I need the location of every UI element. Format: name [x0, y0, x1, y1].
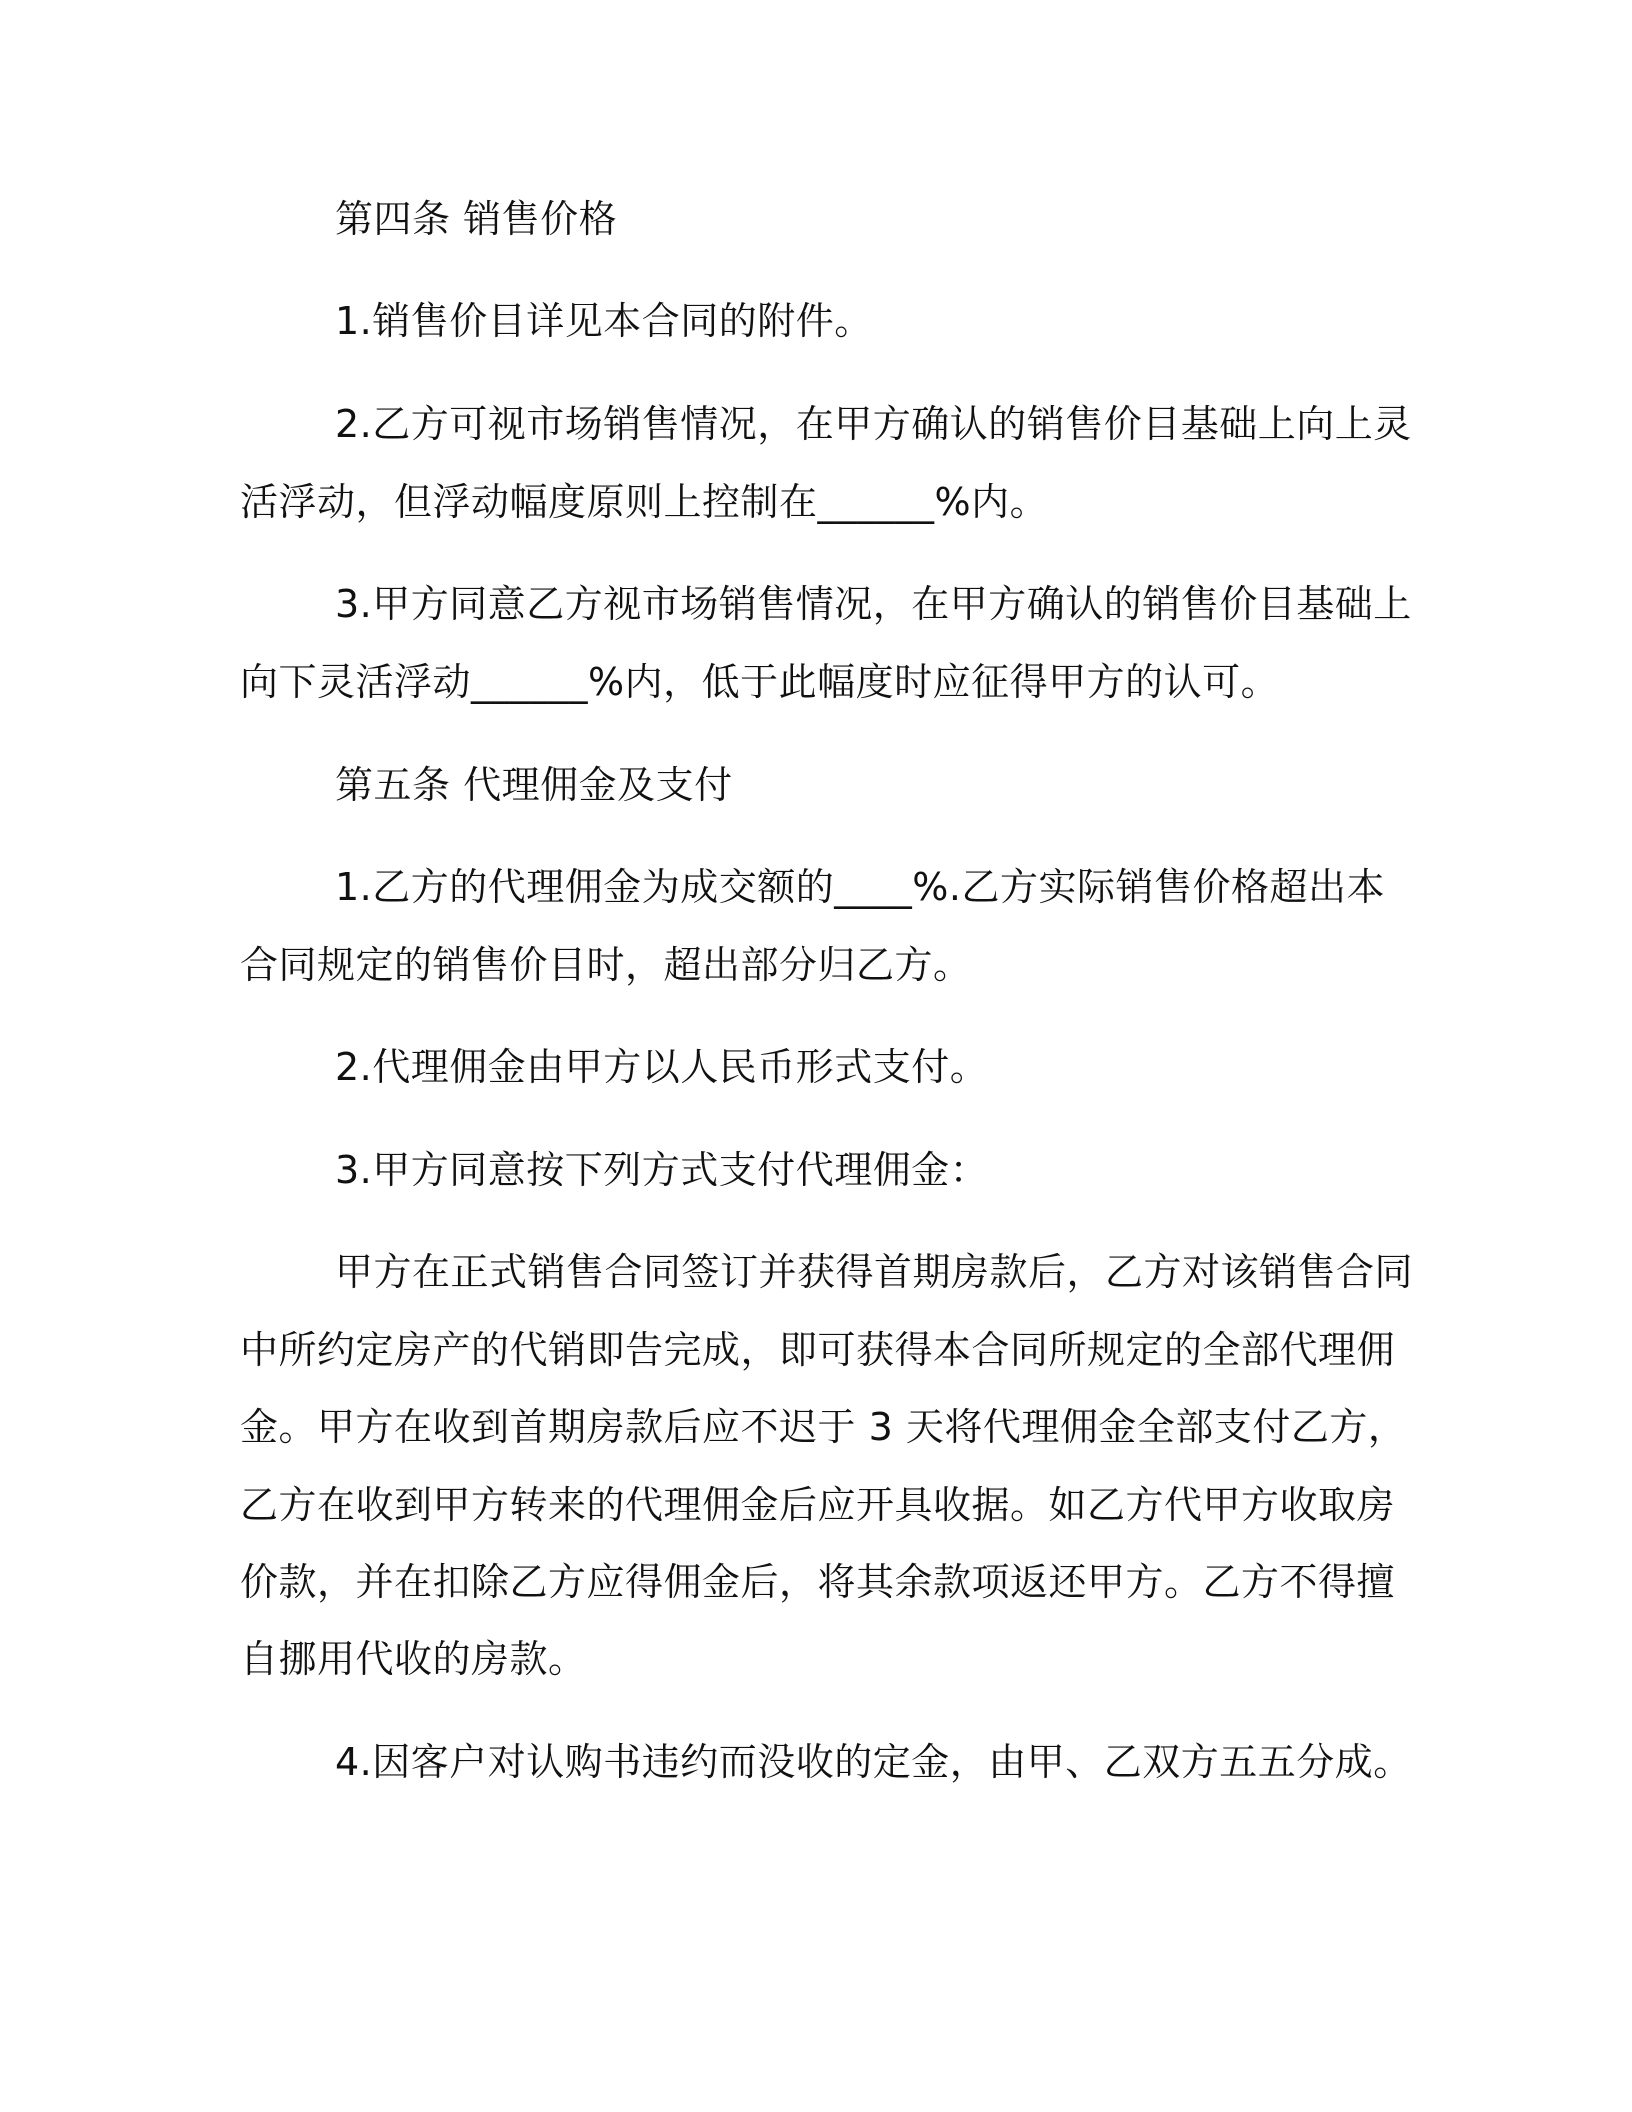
article-4-item-3-line-1: 3.甲方同意乙方视市场销售情况，在甲方确认的销售价目基础上 — [335, 582, 1412, 626]
article-5-item-4: 4.因客户对认购书违约而没收的定金，由甲、乙双方五五分成。 — [335, 1740, 1412, 1784]
article-4-item-2-line-2: 活浮动，但浮动幅度原则上控制在______%内。 — [240, 480, 1049, 524]
payment-paragraph-line-2: 中所约定房产的代销即告完成，即可获得本合同所规定的全部代理佣 — [240, 1328, 1396, 1372]
article-4-item-1: 1.销售价目详见本合同的附件。 — [335, 299, 873, 343]
article-5-item-1-line-2: 合同规定的销售价目时，超出部分归乙方。 — [240, 943, 972, 987]
article-5-item-1-line-1: 1.乙方的代理佣金为成交额的____%.乙方实际销售价格超出本 — [335, 865, 1385, 909]
payment-paragraph-line-1: 甲方在正式销售合同签订并获得首期房款后，乙方对该销售合同 — [335, 1250, 1414, 1294]
article-4-item-3-line-2: 向下灵活浮动______%内，低于此幅度时应征得甲方的认可。 — [240, 660, 1280, 704]
article-4-item-2-line-1: 2.乙方可视市场销售情况，在甲方确认的销售价目基础上向上灵 — [335, 402, 1412, 446]
payment-paragraph-line-4: 乙方在收到甲方转来的代理佣金后应开具收据。如乙方代甲方收取房 — [240, 1483, 1396, 1527]
article-4-heading: 第四条 销售价格 — [335, 197, 618, 241]
payment-paragraph-line-5: 价款，并在扣除乙方应得佣金后，将其余款项返还甲方。乙方不得擅 — [240, 1560, 1396, 1604]
article-5-item-3: 3.甲方同意按下列方式支付代理佣金： — [335, 1148, 989, 1192]
payment-paragraph-line-6: 自挪用代收的房款。 — [240, 1637, 587, 1681]
payment-paragraph-line-3: 金。甲方在收到首期房款后应不迟于 3 天将代理佣金全部支付乙方， — [240, 1405, 1407, 1449]
article-5-item-2: 2.代理佣金由甲方以人民币形式支付。 — [335, 1045, 989, 1089]
article-5-heading: 第五条 代理佣金及支付 — [335, 763, 733, 807]
